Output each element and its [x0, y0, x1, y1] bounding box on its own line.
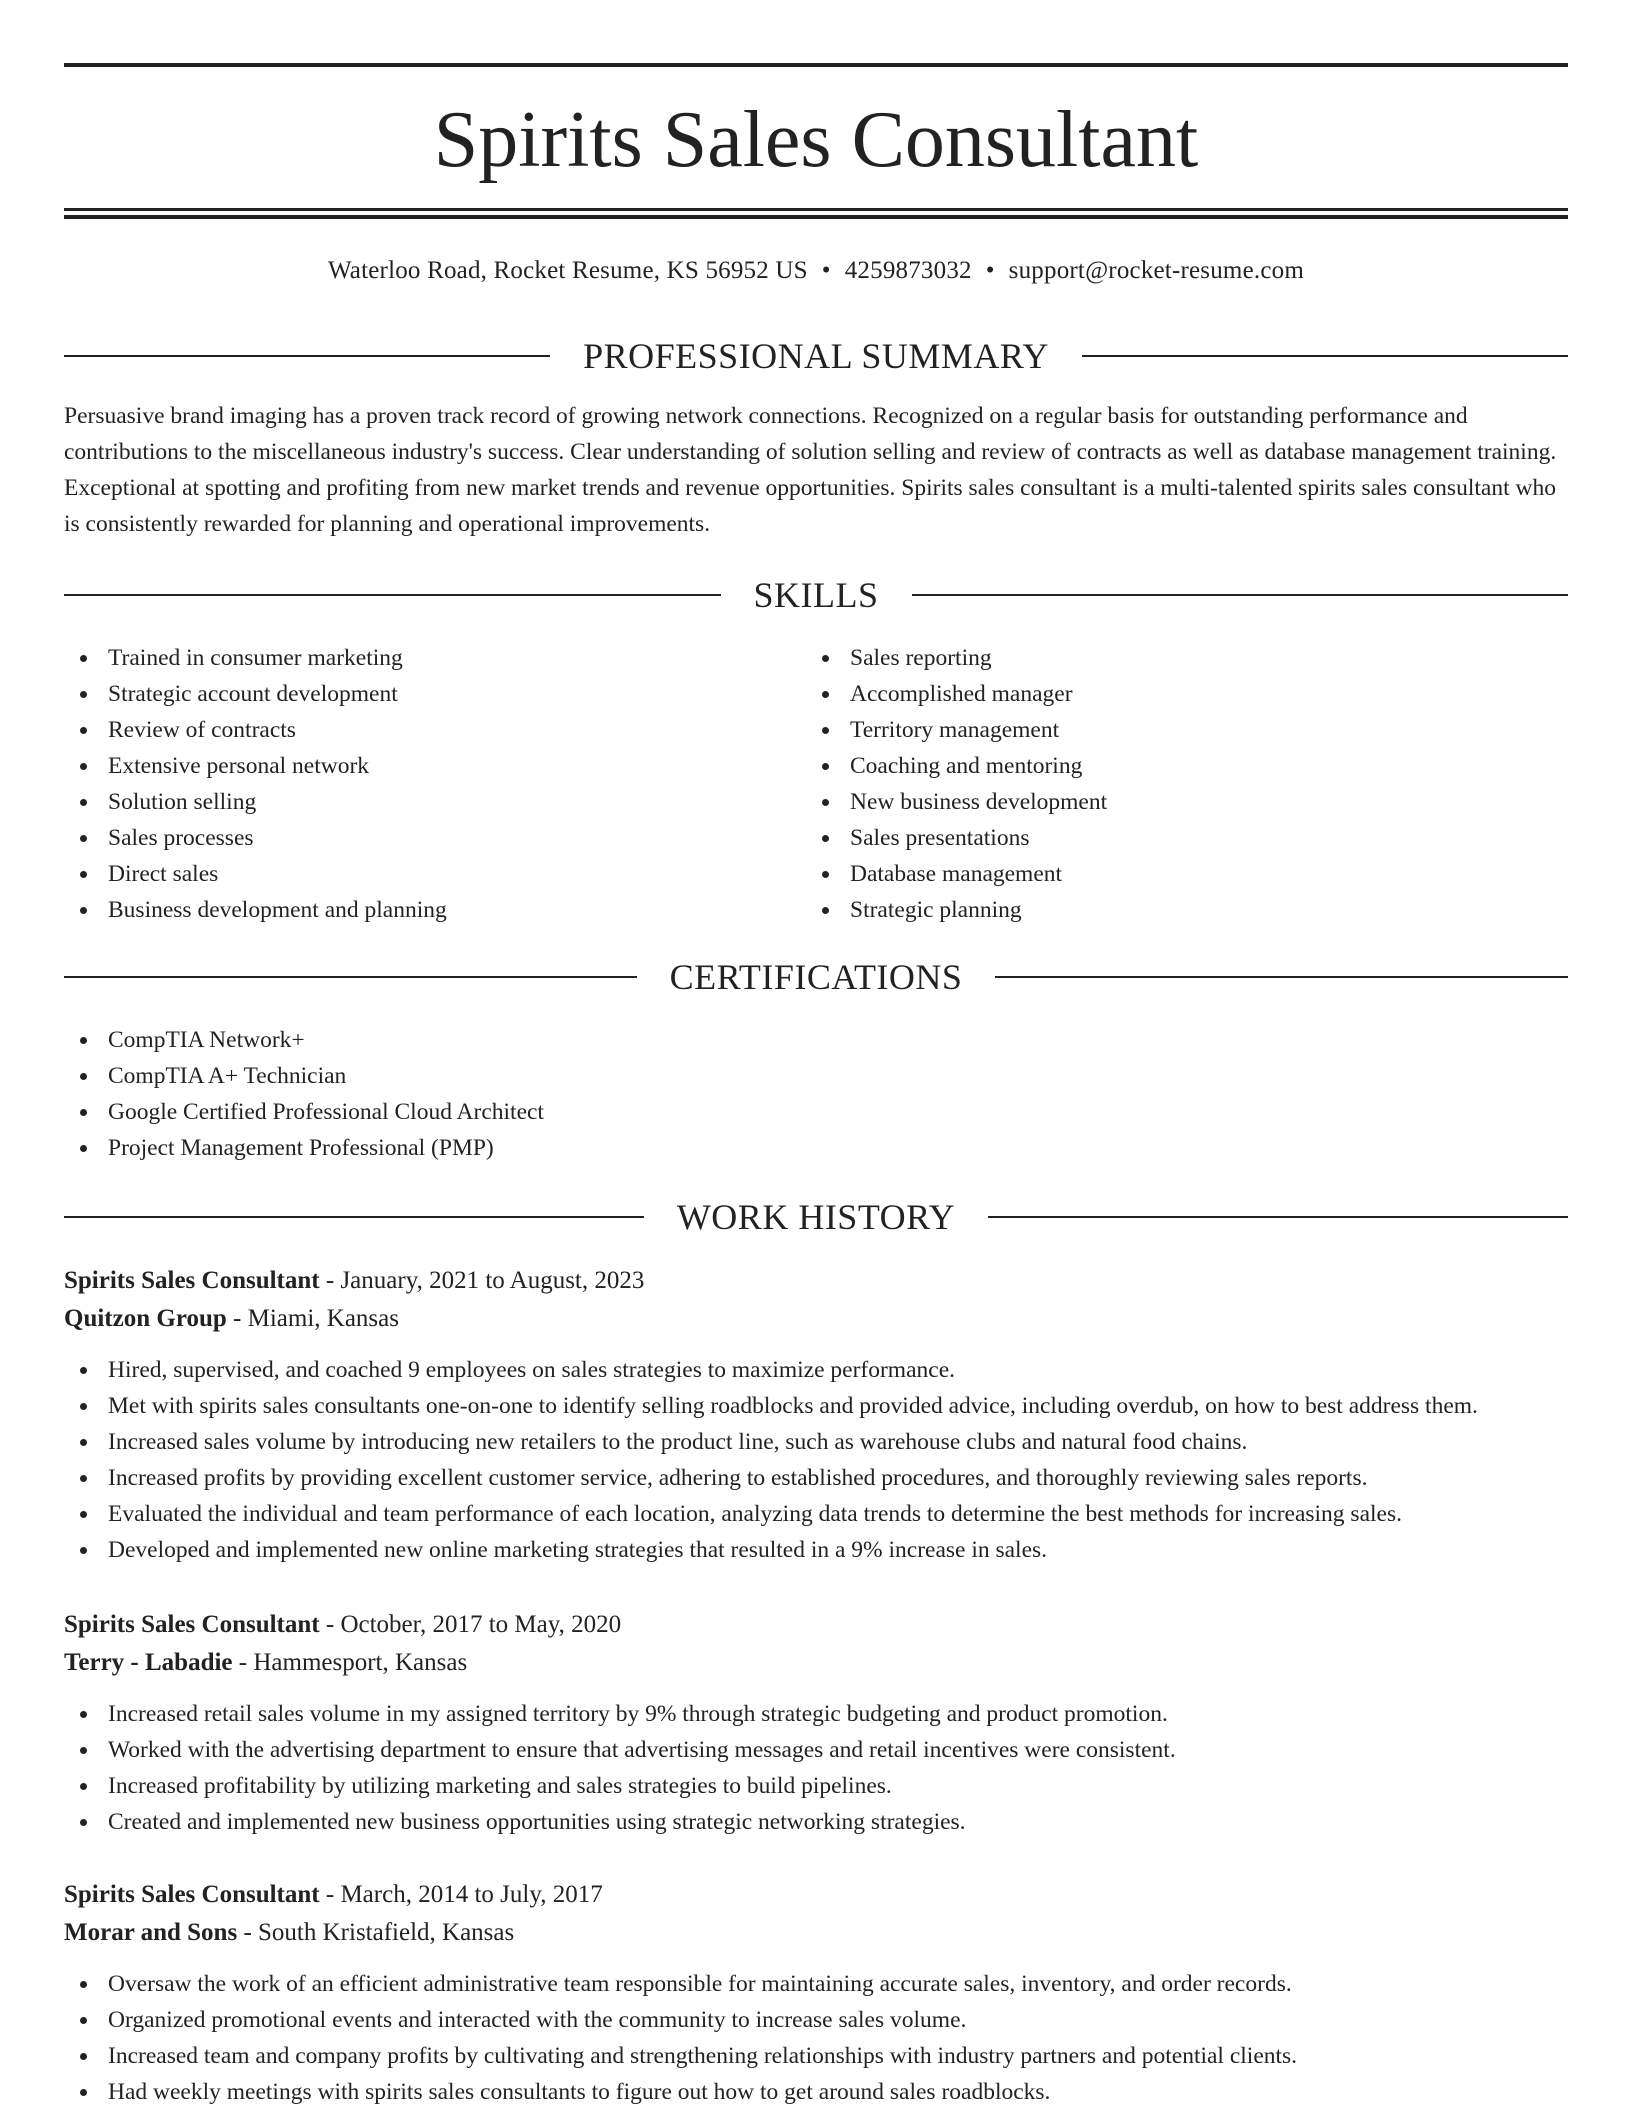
job-bullet: Organized promotional events and interacted with the community to increase sales volume.	[64, 2002, 1568, 2038]
job-location: - Miami, Kansas	[226, 1305, 399, 1332]
section-title-certifications: CERTIFICATIONS	[669, 957, 963, 997]
skill-item: Accomplished manager	[806, 676, 1548, 712]
skill-item: Strategic planning	[806, 892, 1548, 928]
skill-item: Extensive personal network	[64, 748, 806, 784]
job-bullet: Hired, supervised, and coached 9 employees on sales strategies to maximize performance.	[64, 1352, 1568, 1388]
job-location: - South Kristafield, Kansas	[237, 1919, 515, 1946]
section-header-work-history	[64, 1195, 1568, 1239]
job-dates: - March, 2014 to July, 2017	[319, 1881, 603, 1908]
job-bullet: Increased team and company profits by cultivating and strengthening relationships with industry partners and potential clients.	[64, 2038, 1568, 2074]
job-company: Terry - Labadie	[64, 1649, 233, 1676]
job-bullet: Evaluated the individual and team performance of each location, analyzing data trends to determine the best methods for increasing sales.	[64, 1496, 1568, 1532]
job-company: Quitzon Group	[64, 1305, 227, 1332]
job-bullets	[64, 1966, 1568, 2110]
job-title-line	[64, 1262, 1568, 1300]
contact-address: Waterloo Road, Rocket Resume, KS 56952 US	[328, 257, 808, 284]
section-rule-right	[995, 976, 1568, 978]
job-entry	[64, 1606, 1568, 1840]
contact-line	[64, 253, 1568, 289]
contact-separator: •	[985, 257, 995, 284]
skills-list-left	[64, 640, 806, 928]
summary-paragraph: Persuasive brand imaging has a proven track record of growing network connections. Recognized on a regular basis for outstanding performance and contributions to the miscellaneous industry's success. Clear understanding of solution selling and review of contracts as well as database management training. Exceptional at spotting and profiting from new market trends and revenue opportunities. Spirits sales consultant is a multi-talented spirits sales consultant who is consistently rewarded for planning and operational improvements.	[64, 403, 1557, 537]
resume-name: Spirits Sales Consultant	[433, 96, 1199, 184]
certification-item: Google Certified Professional Cloud Architect	[64, 1094, 1568, 1130]
header-double-rule-lower	[64, 215, 1568, 219]
section-rule-right	[988, 1216, 1568, 1218]
job-bullet: Increased profits by providing excellent customer service, adhering to established procedures, and thoroughly reviewing sales reports.	[64, 1460, 1568, 1496]
job-bullet: Increased profitability by utilizing marketing and sales strategies to build pipelines.	[64, 1768, 1568, 1804]
certification-item: Project Management Professional (PMP)	[64, 1130, 1568, 1166]
job-dates: - October, 2017 to May, 2020	[319, 1611, 622, 1638]
job-company-line	[64, 1300, 1568, 1338]
skill-item: Sales presentations	[806, 820, 1548, 856]
section-header-summary	[64, 334, 1568, 378]
skill-item: Direct sales	[64, 856, 806, 892]
section-rule-left	[64, 1216, 644, 1218]
certification-item: CompTIA A+ Technician	[64, 1058, 1568, 1094]
section-title-summary: PROFESSIONAL SUMMARY	[583, 336, 1049, 376]
skill-item: Territory management	[806, 712, 1548, 748]
contact-email: support@rocket-resume.com	[1008, 257, 1304, 284]
job-bullet: Had weekly meetings with spirits sales consultants to figure out how to get around sales roadblocks.	[64, 2074, 1568, 2110]
skill-item: Strategic account development	[64, 676, 806, 712]
job-bullet: Oversaw the work of an efficient administrative team responsible for maintaining accurate sales, inventory, and order records.	[64, 1966, 1568, 2002]
job-bullet: Developed and implemented new online marketing strategies that resulted in a 9% increase in sales.	[64, 1532, 1568, 1568]
section-rule-left	[64, 594, 721, 596]
skill-item: Coaching and mentoring	[806, 748, 1548, 784]
job-bullet: Increased retail sales volume in my assigned territory by 9% through strategic budgeting and product promotion.	[64, 1696, 1568, 1732]
section-rule-right	[912, 594, 1569, 596]
contact-separator: •	[821, 257, 831, 284]
skill-item: Review of contracts	[64, 712, 806, 748]
header-top-rule	[64, 63, 1568, 67]
section-rule-left	[64, 355, 550, 357]
job-entry	[64, 1262, 1568, 1568]
job-title: Spirits Sales Consultant	[64, 1267, 320, 1294]
job-title-line	[64, 1606, 1568, 1644]
skill-item: Database management	[806, 856, 1548, 892]
job-bullet: Met with spirits sales consultants one-on-one to identify selling roadblocks and provided advice, including overdub, on how to best address them.	[64, 1388, 1568, 1424]
section-title-work-history: WORK HISTORY	[676, 1197, 956, 1237]
job-bullet: Increased sales volume by introducing new retailers to the product line, such as warehouse clubs and natural food chains.	[64, 1424, 1568, 1460]
section-header-certifications	[64, 955, 1568, 999]
certification-item: CompTIA Network+	[64, 1022, 1568, 1058]
skill-item: New business development	[806, 784, 1548, 820]
job-bullets	[64, 1352, 1568, 1568]
header-double-rule-upper	[64, 208, 1568, 211]
job-title: Spirits Sales Consultant	[64, 1611, 320, 1638]
job-company-line	[64, 1644, 1568, 1682]
job-company: Morar and Sons	[64, 1919, 238, 1946]
skill-item: Sales processes	[64, 820, 806, 856]
contact-phone: 4259873032	[844, 257, 972, 284]
job-entry	[64, 1876, 1568, 2110]
job-company-line	[64, 1914, 1568, 1952]
skill-item: Business development and planning	[64, 892, 806, 928]
section-rule-left	[64, 976, 637, 978]
certifications-list	[64, 1022, 1568, 1166]
job-bullet: Worked with the advertising department to ensure that advertising messages and retail incentives were consistent.	[64, 1732, 1568, 1768]
job-location: - Hammesport, Kansas	[232, 1649, 468, 1676]
job-bullets	[64, 1696, 1568, 1840]
skills-list-right	[806, 640, 1548, 928]
section-header-skills	[64, 573, 1568, 617]
job-bullet: Created and implemented new business opportunities using strategic networking strategies.	[64, 1804, 1568, 1840]
skill-item: Sales reporting	[806, 640, 1548, 676]
section-rule-right	[1082, 355, 1568, 357]
job-title: Spirits Sales Consultant	[64, 1881, 320, 1908]
section-title-skills: SKILLS	[753, 575, 879, 615]
skill-item: Trained in consumer marketing	[64, 640, 806, 676]
job-title-line	[64, 1876, 1568, 1914]
job-dates: - January, 2021 to August, 2023	[319, 1267, 645, 1294]
skill-item: Solution selling	[64, 784, 806, 820]
